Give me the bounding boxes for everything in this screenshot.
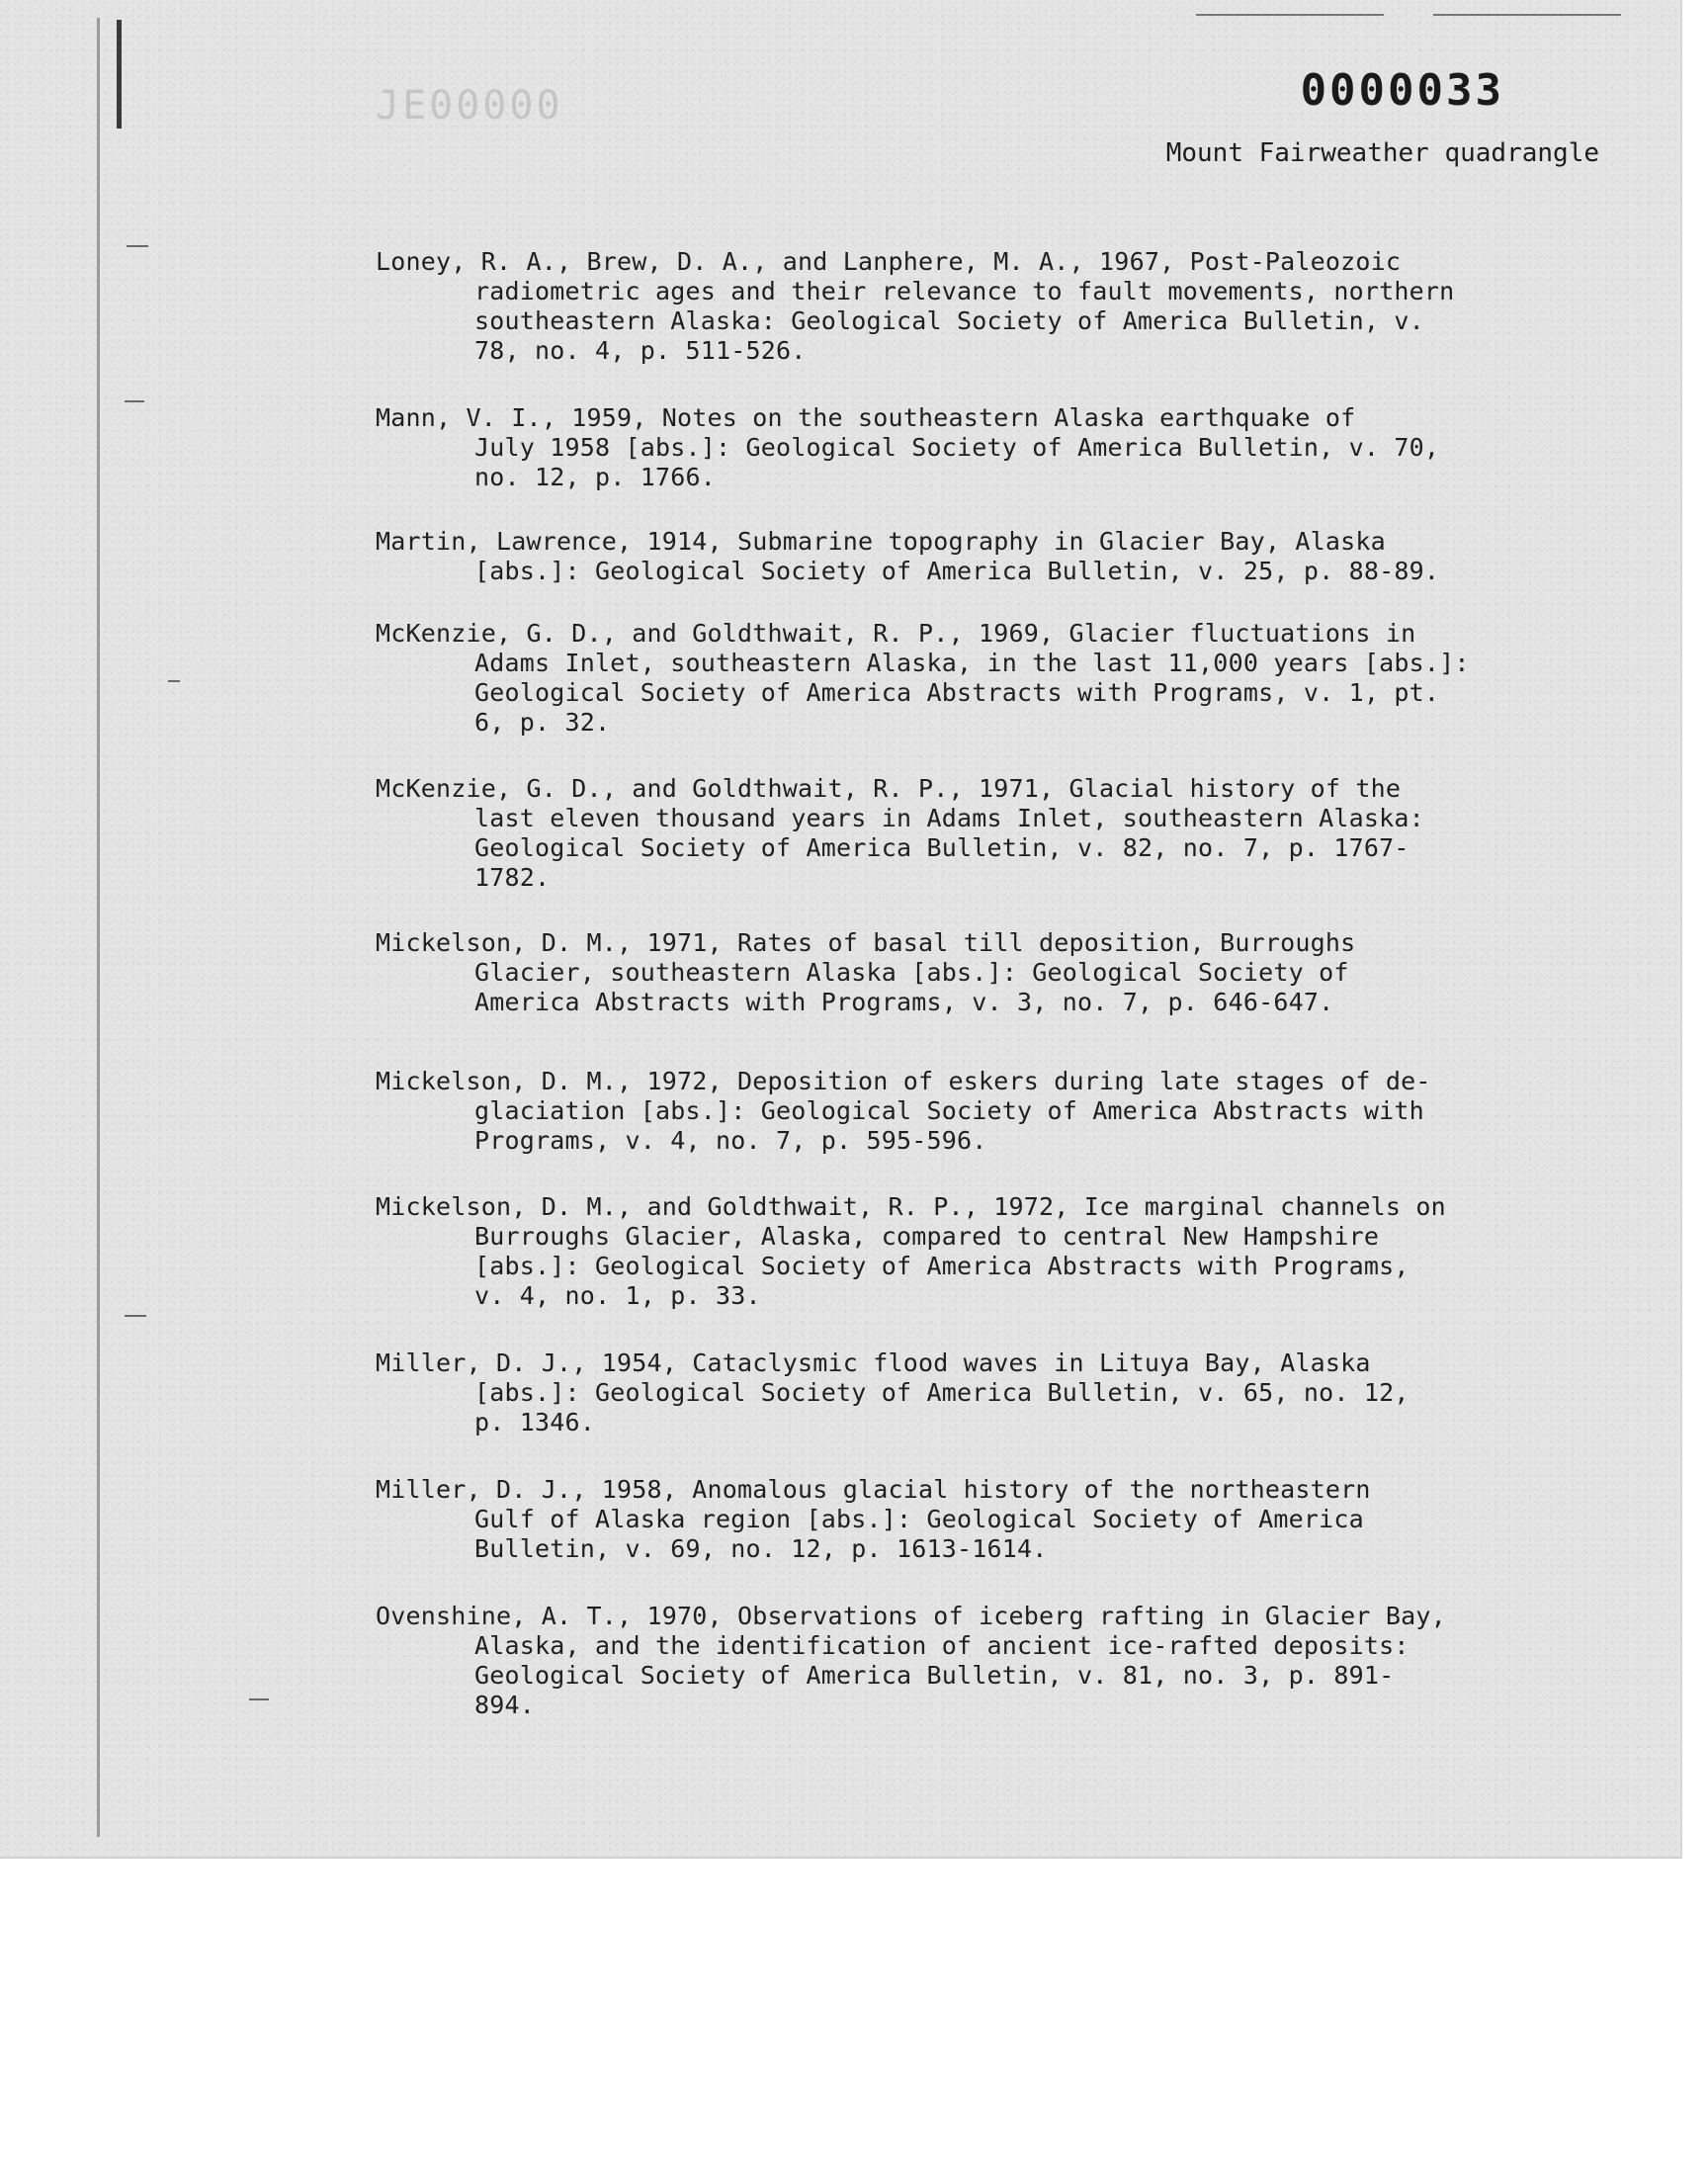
document-number: 0000033 bbox=[1300, 65, 1504, 116]
quadrangle-title: Mount Fairweather quadrangle bbox=[1165, 138, 1599, 168]
margin-tick bbox=[125, 1315, 146, 1317]
top-rule bbox=[1196, 14, 1384, 16]
reference-entry: McKenzie, G. D., and Goldthwait, R. P., 1969, Glacier fluctuations in Adams Inlet, southeastern Alaska, in the last 11,000 years [abs.]: Geological Society of America Abstracts with Programs, v. 1, pt. 6, p. 32. bbox=[376, 619, 1470, 737]
margin-tick bbox=[127, 245, 148, 247]
reference-entry: Mann, V. I., 1959, Notes on the southeastern Alaska earthquake of July 1958 [abs.]: Geological Society of America Bulletin, v. 70, no. 12, p. 1766. bbox=[376, 403, 1440, 491]
binder-edge-line bbox=[97, 18, 100, 1837]
reference-entry: Mickelson, D. M., 1972, Deposition of eskers during late stages of de- glaciation [abs.]: Geological Society of America Abstracts with Programs, v. 4, no. 7, p. 595-596. bbox=[376, 1067, 1431, 1155]
binder-edge-mark bbox=[117, 20, 122, 129]
margin-tick bbox=[125, 400, 144, 402]
reference-list bbox=[376, 247, 1572, 1720]
top-rule bbox=[1433, 14, 1621, 16]
reference-entry: Ovenshine, A. T., 1970, Observations of iceberg rafting in Glacier Bay, Alaska, and the identification of ancient ice-rafted deposits: Geological Society of America Bulletin, v. 81, no. 3, p. 891- 894. bbox=[376, 1602, 1446, 1719]
reference-entry: Mickelson, D. M., and Goldthwait, R. P., 1972, Ice marginal channels on Burroughs Glacier, Alaska, compared to central New Hampshire [abs.]: Geological Society of America Abstracts with Programs, v. 4, no. 1, p. 33. bbox=[376, 1192, 1446, 1310]
reference-entry: Martin, Lawrence, 1914, Submarine topography in Glacier Bay, Alaska [abs.]: Geological Society of America Bulletin, v. 25, p. 88-89. bbox=[376, 527, 1440, 585]
reference-entry: McKenzie, G. D., and Goldthwait, R. P., 1971, Glacial history of the last eleven thousand years in Adams Inlet, southeastern Alaska: Geological Society of America Bulletin, v. 82, no. 7, p. 1767- 1782. bbox=[376, 774, 1424, 892]
margin-tick bbox=[249, 1698, 269, 1700]
reference-entry: Miller, D. J., 1958, Anomalous glacial history of the northeastern Gulf of Alaska region [abs.]: Geological Society of America Bulletin, v. 69, no. 12, p. 1613-1614. bbox=[376, 1475, 1371, 1563]
reference-entry: Mickelson, D. M., 1971, Rates of basal till deposition, Burroughs Glacier, southeastern Alaska [abs.]: Geological Society of America Abstracts with Programs, v. 3, no. 7, p. 646-647. bbox=[376, 928, 1356, 1016]
reference-entry: Loney, R. A., Brew, D. A., and Lanphere, M. A., 1967, Post-Paleozoic radiometric ages and their relevance to fault movements, northern southeastern Alaska: Geological Society of America Bulletin, v. 78, no. 4, p. 511-526. bbox=[376, 247, 1455, 365]
margin-tick bbox=[168, 680, 180, 682]
faint-stamp: JE00000 bbox=[376, 83, 563, 129]
reference-entry: Miller, D. J., 1954, Cataclysmic flood waves in Lituya Bay, Alaska [abs.]: Geological Society of America Bulletin, v. 65, no. 12, p. 1346. bbox=[376, 1348, 1409, 1436]
